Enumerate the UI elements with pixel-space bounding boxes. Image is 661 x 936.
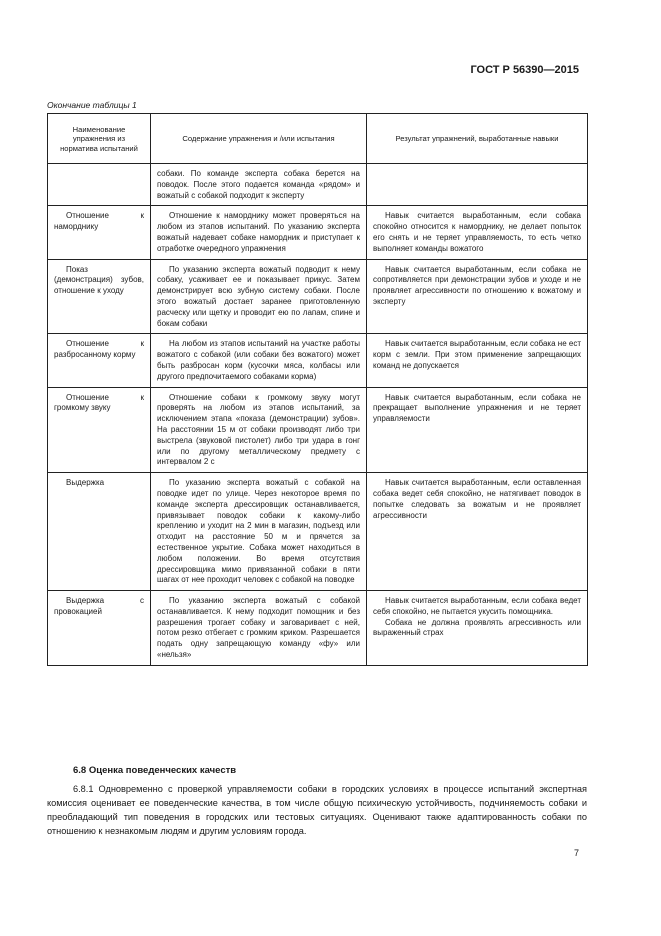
row-name [48, 164, 151, 206]
table-row [48, 259, 588, 334]
section-paragraph: 6.8.1 Одновременно с проверкой управляемости собаки в городских условиях в процессе испытаний экспертная комиссия оценивает ее поведенческие качества, в том числе общую психическую устойчивость, подчиняемость собаки и преобладающий тип поведения в городских или тестовых ситуациях. Оценивают также адаптированность собаки по отношению к незнакомым людям и другим условиям города. [47, 784, 587, 836]
row-result: Навык считается выработанным, если оставленная собака ведет себя спокойно, не натягивает поводок в попытке следовать за вожатым и не проявляет агрессивности [367, 473, 588, 591]
section-body [47, 782, 587, 838]
row-content: По указанию эксперта вожатый подводит к нему собаку, усаживает ее и показывает прикус. Затем демонстрирует всю зубную систему собаки. После этого вожатый достает заранее приготовленную расческу или щетку и проводит ею по лапам, спине и бокам собаки [151, 259, 367, 334]
table-row [48, 387, 588, 473]
row-name: Отношение к разбросанному корму [48, 334, 151, 387]
row-name: Показ (демонстрация) зубов, отношение к уходу [48, 259, 151, 334]
section-title: 6.8 Оценка поведенческих качеств [73, 765, 237, 776]
document-code: ГОСТ Р 56390—2015 [470, 64, 579, 76]
table-header-row [48, 114, 588, 164]
row-content: По указанию эксперта вожатый с собакой на поводке идет по улице. Через некоторое время по команде эксперта дрессировщик останавливается, привязывает поводок собаки к какому-либо креплению и уходит на 2 мин в магазин, подъезд или отходит на расстояние 50 м и прячется за естественное укрытие. Собака может находиться в любом положении. Во время отсутствия дрессировщика мимо привязанной собаки в пяти шагах от нее проходит человек с собакой на поводке [151, 473, 367, 591]
header-exercise-content: Содержание упражнения и /или испытания [151, 114, 367, 164]
row-result-cell [367, 591, 588, 666]
table-row [48, 206, 588, 259]
requirements-table [47, 113, 588, 666]
row-content: Отношение к наморднику может проверяться на любом из этапов испытаний. По указанию эксперта вожатый надевает собаке намордник и приступает к отработке очередного упражнения [151, 206, 367, 259]
row-name: Отношение к наморднику [48, 206, 151, 259]
row-result: Навык считается выработанным, если собака спокойно относится к наморднику, не делает попыток его снять и не теряет управляемость, то есть четко выполняет команды вожатого [367, 206, 588, 259]
table-row [48, 164, 588, 206]
row-content: собаки. По команде эксперта собака берется на поводок. После этого подается команда «рядом» и вожатый с собакой подходит к эксперту [151, 164, 367, 206]
header-exercise-result: Результат упражнений, выработанные навыки [367, 114, 588, 164]
row-result: Навык считается выработанным, если собака не сопротивляется при демонстрации зубов и уходе и не проявляет агрессивности по отношению к вожатому и эксперту [367, 259, 588, 334]
row-name: Выдержка с провокацией [48, 591, 151, 666]
row-result-note: Собака не должна проявлять агрессивность или выраженный страх [373, 617, 581, 638]
table-row [48, 591, 588, 666]
row-content: Отношение собаки к громкому звуку могут проверять на любом из этапов испытаний, за исключением этапа «показа (демонстрации) зубов». На расстоянии 15 м от собаки производят либо три выстрела (звуковой пистолет) либо три удара в гонг или по другому металлическому предмету с интервалом 2 с [151, 387, 367, 473]
row-content: На любом из этапов испытаний на участке работы вожатого с собакой (или собаки без вожатого) может быть разбросан корм (кусочки мяса, колбасы или другого предпочитаемого собаками корма) [151, 334, 367, 387]
row-result [367, 164, 588, 206]
row-name: Выдержка [48, 473, 151, 591]
row-name: Отношение к громкому звуку [48, 387, 151, 473]
row-result: Навык считается выработанным, если собака не прекращает выполнение упражнения и не теряет управляемости [367, 387, 588, 473]
table-row [48, 334, 588, 387]
table-row [48, 473, 588, 591]
row-content: По указанию эксперта вожатый с собакой останавливается. К нему подходит помощник и без разрешения трогает собаку и заговаривает с ней, потом резко отбегает с громким криком. Разрешается подать одну запрещающую команду «фу» или «нельзя» [151, 591, 367, 666]
header-exercise-name: Наименование упражнения из норматива испытаний [48, 114, 151, 164]
page-number: 7 [573, 848, 579, 858]
table-caption: Окончание таблицы 1 [47, 100, 137, 110]
row-result: Навык считается выработанным, если собака ведет себя спокойно, не пытается укусить помощника. [373, 596, 581, 616]
row-result: Навык считается выработанным, если собака не ест корм с земли. При этом применение запрещающих команд не допускается [367, 334, 588, 387]
